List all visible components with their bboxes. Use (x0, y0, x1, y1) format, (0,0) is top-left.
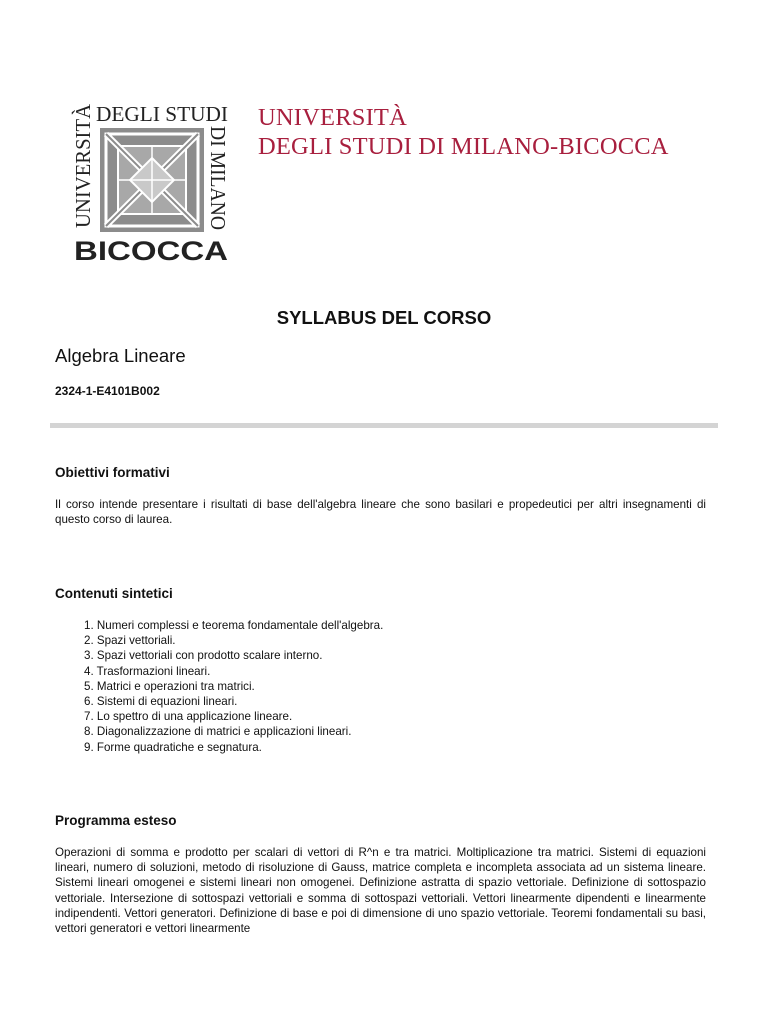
logo-seal-icon (100, 128, 204, 232)
logo-text-right: DI MILANO (206, 126, 230, 238)
list-item: 2. Spazi vettoriali. (84, 634, 176, 648)
contents-list (84, 618, 383, 755)
list-item: 6. Sistemi di equazioni lineari. (84, 695, 238, 709)
list-item: 1. Numeri complessi e teorema fondamentale dell'algebra. (84, 619, 384, 632)
section-divider (50, 423, 718, 428)
university-name (258, 103, 669, 161)
course-code: 2324-1-E4101B002 (55, 384, 160, 398)
logo-text-left: UNIVERSITÀ (71, 102, 95, 228)
contents-heading: Contenuti sintetici (55, 586, 173, 601)
program-heading: Programma esteso (55, 813, 177, 828)
list-item: 4. Trasformazioni lineari. (84, 664, 211, 678)
list-item: 5. Matrici e operazioni tra matrici. (84, 679, 255, 693)
list-item: 9. Forme quadratiche e segnatura. (84, 740, 262, 754)
logo-text-bottom: BICOCCA (74, 236, 228, 264)
program-text: Operazioni di somma e prodotto per scalari di vettori di R^n e tra matrici. Moltiplicazione tra matrici. Sistemi di equazioni lineari, numero di soluzioni, metodo di risoluzione di Gauss, matrice completa e incompleta associata ad un sistema lineare. Sistemi lineari omogenei e sistemi lineari non omogenei. Definizione astratta di spazio vettoriale. Definizione di sottospazio vettoriale. Intersezione di sottospazi vettoriali e somma di sottospazi vettoriali. Vettori linearmente dipendenti e linearmente indipendenti. Vettori generatori. Definizione di base e poi di dimensione di uno spazio vettoriale. Teoremi fondamentali su basi, vettori generatori e vettori linearmente (55, 846, 706, 936)
university-name-line1: UNIVERSITÀ (258, 104, 407, 131)
university-name-line2: DEGLI STUDI DI MILANO-BICOCCA (258, 133, 669, 160)
objectives-text: Il corso intende presentare i risultati di base dell'algebra lineare che sono basilari e propedeutici per altri insegnamenti di questo corso di laurea. (55, 498, 706, 527)
logo-text-top: DEGLI STUDI (96, 102, 229, 126)
objectives-heading: Obiettivi formativi (55, 465, 170, 480)
list-item: 3. Spazi vettoriali con prodotto scalare interno. (84, 649, 323, 663)
list-item: 7. Lo spettro di una applicazione lineare. (84, 710, 293, 724)
document-title: SYLLABUS DEL CORSO (276, 307, 492, 328)
university-logo (70, 98, 232, 264)
list-item: 8. Diagonalizzazione di matrici e applicazioni lineari. (84, 725, 352, 739)
course-name: Algebra Lineare (55, 345, 186, 366)
